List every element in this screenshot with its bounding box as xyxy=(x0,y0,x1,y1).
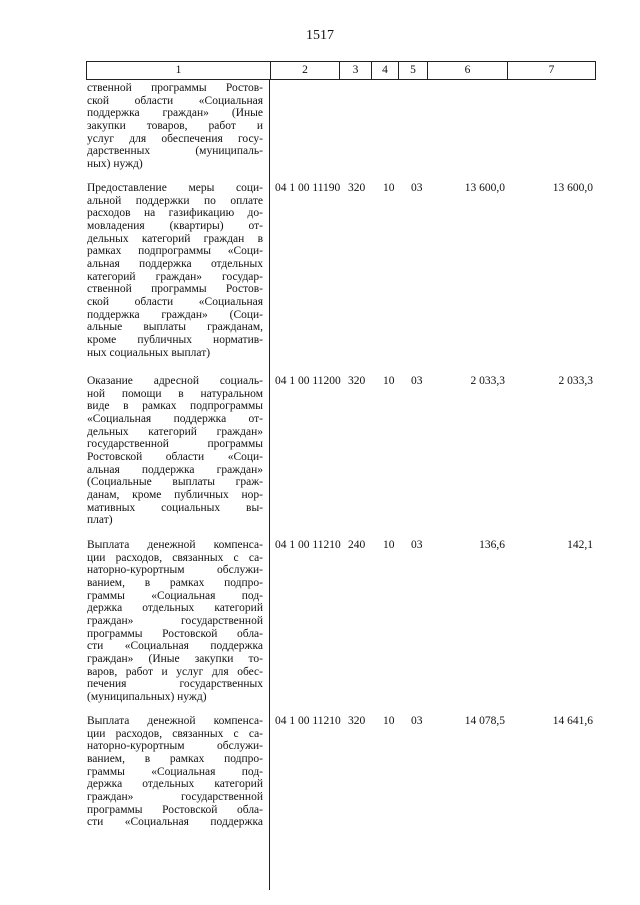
description-line: данам, кроме публичных нор- xyxy=(87,488,263,501)
subsection: 03 xyxy=(411,539,423,551)
amount-year-1: 136,6 xyxy=(479,539,505,551)
section: 10 xyxy=(383,539,395,551)
description-line: граммы «Социальная под- xyxy=(87,589,263,602)
description-line: дарственных (муниципаль- xyxy=(87,145,263,158)
description-line: поддержка граждан» (Иные xyxy=(87,107,263,120)
description-line: ванием, в рамках подпро- xyxy=(87,576,263,589)
description-line: закупки товаров, работ и xyxy=(87,119,263,132)
description-line: сти «Социальная поддержка xyxy=(87,816,263,829)
description-line: категорий граждан» государ- xyxy=(87,270,263,283)
subsection: 03 xyxy=(411,715,423,727)
description-line: Выплата денежной компенса- xyxy=(87,715,263,727)
amount-year-2: 13 600,0 xyxy=(552,182,593,194)
description-line: плат) xyxy=(87,514,113,527)
description-line: «Социальная поддержка от- xyxy=(87,412,263,425)
row-description xyxy=(87,539,263,704)
description-line: мативных социальных вы- xyxy=(87,501,263,514)
description-line: мовладения (квартиры) от- xyxy=(87,219,263,232)
description-line: Оказание адресной социаль- xyxy=(87,375,263,387)
amount-year-2: 2 033,3 xyxy=(558,375,593,387)
description-line: ванием, в рамках подпро- xyxy=(87,752,263,765)
description-line: услуг для обеспечения госу- xyxy=(87,132,263,145)
row-description xyxy=(87,82,263,171)
description-line: виде в рамках подпрограммы xyxy=(87,400,263,413)
description-line: ных) нужд) xyxy=(87,157,143,170)
description-line: (муниципальных) нужд) xyxy=(87,690,207,703)
column-divider xyxy=(269,80,270,890)
description-line: Выплата денежной компенса- xyxy=(87,539,263,551)
description-line: ной помощи в натуральном xyxy=(87,387,263,400)
expense-type: 320 xyxy=(348,375,366,387)
row-description xyxy=(87,375,263,527)
description-line: ных социальных выплат) xyxy=(87,346,211,359)
expense-type: 320 xyxy=(348,715,366,727)
description-line: дельных категорий граждан в xyxy=(87,232,263,245)
description-line: поддержка граждан» (Соци- xyxy=(87,308,263,321)
amount-year-2: 142,1 xyxy=(567,539,593,551)
description-line: альной поддержки по оплате xyxy=(87,194,263,207)
description-line: Ростовской области «Соци- xyxy=(87,450,263,463)
section: 10 xyxy=(383,715,395,727)
description-line: граммы «Социальная под- xyxy=(87,765,263,778)
description-line: расходов на газификацию до- xyxy=(87,207,263,220)
amount-year-1: 13 600,0 xyxy=(464,182,505,194)
description-line: альные выплаты гражданам, xyxy=(87,321,263,334)
description-line: ской области «Социальная xyxy=(87,295,263,308)
description-line: держка отдельных категорий xyxy=(87,602,263,615)
description-line: граждан» государственной xyxy=(87,790,263,803)
row-description xyxy=(87,715,263,829)
section: 10 xyxy=(383,375,395,387)
subsection: 03 xyxy=(411,182,423,194)
description-line: наторно-курортным обслужи- xyxy=(87,564,263,577)
description-line: сти «Социальная поддержка xyxy=(87,640,263,653)
description-line: программы Ростовской обла- xyxy=(87,627,263,640)
header-col-5: 5 xyxy=(398,62,427,79)
description-line: граждан» (Иные закупки то- xyxy=(87,652,263,665)
description-line: ской области «Социальная xyxy=(87,94,263,107)
description-line: (Социальные выплаты граж- xyxy=(87,476,263,489)
description-line: государственной программы xyxy=(87,438,263,451)
description-line: варов, работ и услуг для обес- xyxy=(87,665,263,678)
description-line: наторно-курортным обслужи- xyxy=(87,740,263,753)
expense-type: 240 xyxy=(348,539,366,551)
description-line: держка отдельных категорий xyxy=(87,778,263,791)
target-code: 04 1 00 11190 xyxy=(275,182,341,194)
description-line: альная поддержка отдельных xyxy=(87,257,263,270)
description-line: ции расходов, связанных с са- xyxy=(87,551,263,564)
description-line: программы Ростовской обла- xyxy=(87,803,263,816)
header-col-3: 3 xyxy=(339,62,371,79)
description-line: Предоставление меры соци- xyxy=(87,182,263,194)
subsection: 03 xyxy=(411,375,423,387)
header-col-2: 2 xyxy=(270,62,339,79)
header-col-6: 6 xyxy=(427,62,507,79)
page-number: 1517 xyxy=(306,28,334,43)
description-line: ственной программы Ростов- xyxy=(87,283,263,296)
section: 10 xyxy=(383,182,395,194)
budget-table xyxy=(86,61,596,829)
description-line: рамках подпрограммы «Соци- xyxy=(87,245,263,258)
description-line: граждан» государственной xyxy=(87,614,263,627)
target-code: 04 1 00 11200 xyxy=(275,375,341,387)
expense-type: 320 xyxy=(348,182,366,194)
amount-year-1: 2 033,3 xyxy=(470,375,505,387)
target-code: 04 1 00 11210 xyxy=(275,715,341,727)
description-line: кроме публичных норматив- xyxy=(87,333,263,346)
amount-year-2: 14 641,6 xyxy=(552,715,593,727)
target-code: 04 1 00 11210 xyxy=(275,539,341,551)
header-col-4: 4 xyxy=(371,62,398,79)
description-line: альная поддержка граждан» xyxy=(87,463,263,476)
amount-year-1: 14 078,5 xyxy=(464,715,505,727)
table-header xyxy=(86,61,596,80)
row-description xyxy=(87,182,263,359)
header-col-1: 1 xyxy=(175,64,182,76)
description-line: дельных категорий граждан» xyxy=(87,425,263,438)
description-line: ции расходов, связанных с са- xyxy=(87,727,263,740)
description-line: ственной программы Ростов- xyxy=(87,82,263,94)
description-line: печения государственных xyxy=(87,678,263,691)
header-col-7: 7 xyxy=(507,62,595,79)
